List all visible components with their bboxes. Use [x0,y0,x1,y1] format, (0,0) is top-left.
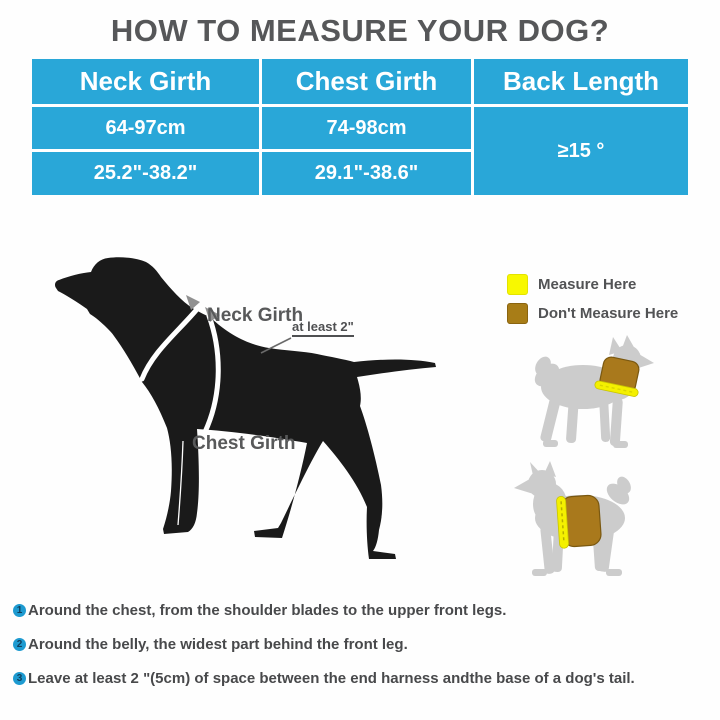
dog-ear [621,335,635,351]
bullet-text: Around the belly, the widest part behind the front leg. [28,636,408,653]
neck-girth-label: Neck Girth [207,305,304,326]
legend-item-measure [507,274,678,295]
bullet-text: Leave at least 2 "(5cm) of space between the end harness andthe base of a dog's tail. [28,670,635,687]
list-item [13,636,713,653]
dog-foot [543,440,558,447]
dog-foot [532,569,547,576]
measure-here-swatch-icon [507,274,528,295]
measurement-table [32,59,688,195]
table-header-chest-girth: Chest Girth [262,59,471,104]
table-cell-chest-inches: 29.1"-38.6" [262,152,471,195]
bullet-text: Around the chest, from the shoulder blades to the upper front legs. [28,602,507,619]
belly-band-dog-illustration [510,460,650,585]
table-cell-back-length: ≥15 ° [474,107,688,195]
legend [507,274,678,332]
table-cell-neck-cm: 64-97cm [32,107,259,149]
dog-foot [613,441,628,448]
dog-leg [610,398,623,447]
legend-item-dont-measure [507,303,678,324]
dont-measure-swatch-icon [507,303,528,324]
list-item [13,670,713,687]
dog-leg [540,394,562,443]
dog-silhouette [55,257,436,559]
clearance-label: at least 2" [292,319,354,337]
measure-here-label: Measure Here [538,276,637,293]
table-cell-chest-cm: 74-98cm [262,107,471,149]
page-title: HOW TO MEASURE YOUR DOG? [110,13,610,48]
neck-band-dog-illustration [523,333,671,461]
table-header-back-length: Back Length [474,59,688,104]
bullet-number-badge: 1 [13,604,26,617]
dont-measure-label: Don't Measure Here [538,305,679,322]
bullet-number-badge: 3 [13,672,26,685]
dog-measure-diagram [45,245,445,565]
dog-foot [606,569,622,576]
instruction-list [13,602,713,704]
table-header-neck-girth: Neck Girth [32,59,259,104]
table-cell-neck-inches: 25.2"-38.2" [32,152,259,195]
bullet-number-badge: 2 [13,638,26,651]
list-item [13,602,713,619]
chest-girth-label: Chest Girth [192,433,296,454]
